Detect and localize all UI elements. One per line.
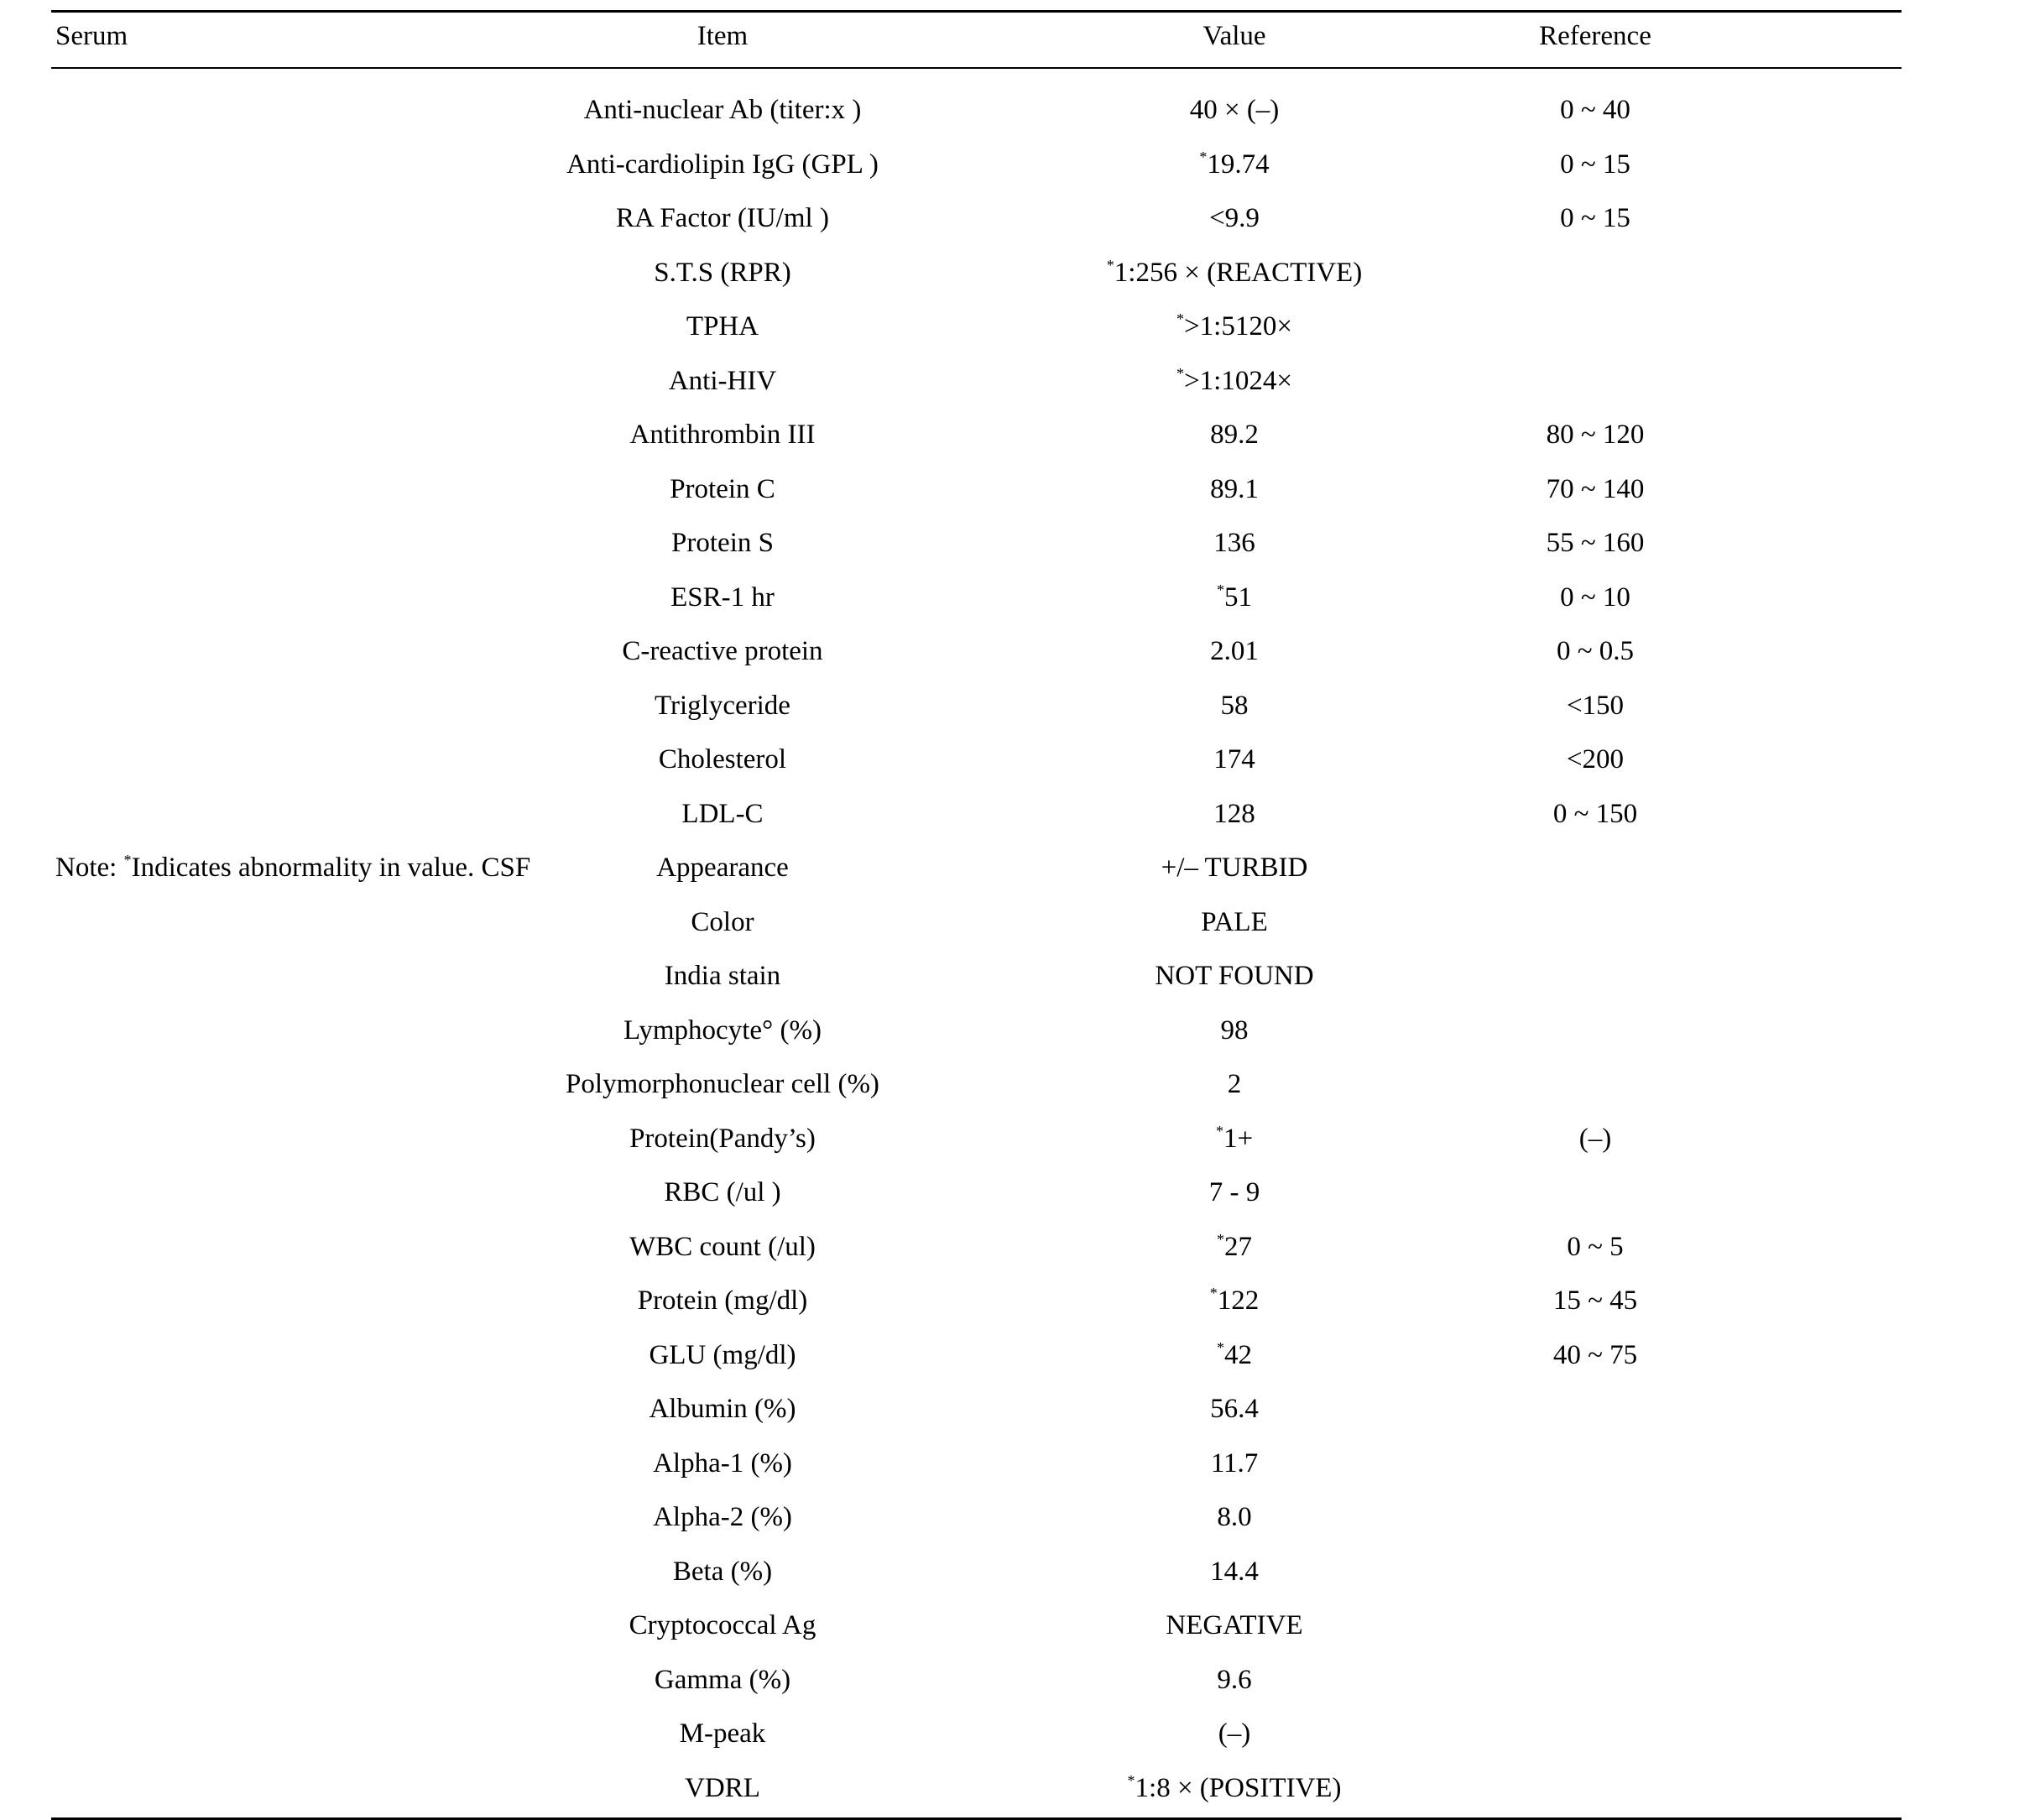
cell-item: GLU (mg/dl) <box>649 1339 796 1370</box>
table-row <box>51 581 1902 614</box>
cell-value-text: 56.4 <box>1210 1394 1259 1424</box>
cell-item: Anti-HIV <box>668 365 777 396</box>
cell-value-text: 1+ <box>1223 1123 1254 1154</box>
cell-item: WBC count (/ul) <box>629 1231 816 1262</box>
cell-value-text: 122 <box>1217 1285 1260 1316</box>
table-row <box>51 201 1902 235</box>
cell-value-text: 9.6 <box>1217 1664 1252 1695</box>
cell-value <box>999 1014 1469 1047</box>
cell-value-text: 1:8 × (POSITIVE) <box>1135 1772 1342 1803</box>
note-prefix: Note: <box>55 853 124 883</box>
cell-item: Cholesterol <box>658 744 787 774</box>
cell-value <box>999 689 1469 722</box>
cell-value <box>999 1338 1469 1372</box>
cell-item: Alpha-2 (%) <box>653 1502 792 1532</box>
cell-value-text: 40 × (–) <box>1189 95 1280 125</box>
cell-value <box>999 148 1469 181</box>
cell-reference: 0 ~ 5 <box>1567 1231 1624 1262</box>
abnormal-marker: * <box>1176 310 1185 327</box>
cell-reference: 0 ~ 15 <box>1560 203 1630 233</box>
table-row <box>51 1447 1902 1480</box>
abnormal-marker: * <box>1215 1122 1223 1139</box>
cell-value-text: (–) <box>1218 1718 1251 1749</box>
abnormal-marker: * <box>1176 364 1185 382</box>
cell-reference: (–) <box>1578 1123 1612 1154</box>
abnormal-marker: * <box>1127 1771 1135 1789</box>
cell-value <box>999 1392 1469 1426</box>
table-header-row <box>51 19 1902 53</box>
table-row <box>51 418 1902 451</box>
cell-value <box>999 310 1469 343</box>
cell-value <box>999 1500 1469 1534</box>
cell-item: S.T.S (RPR) <box>654 257 791 288</box>
cell-item: Antithrombin III <box>629 420 816 450</box>
cell-value-text: 8.0 <box>1217 1502 1252 1532</box>
cell-reference: 80 ~ 120 <box>1546 420 1645 450</box>
cell-reference: 0 ~ 150 <box>1552 798 1638 829</box>
cell-value-text: 27 <box>1224 1231 1252 1262</box>
table-row <box>51 1176 1902 1209</box>
cell-value <box>999 1447 1469 1480</box>
header-value: Value <box>1203 21 1266 51</box>
cell-item: M-peak <box>679 1718 766 1749</box>
cell-value-text: >1:1024× <box>1184 365 1292 396</box>
cell-reference: 40 ~ 75 <box>1552 1339 1638 1370</box>
cell-value-text: 2.01 <box>1210 636 1259 666</box>
table-row <box>51 1284 1902 1317</box>
cell-value <box>999 1663 1469 1697</box>
abnormal-marker: * <box>1106 256 1114 274</box>
cell-item: Lymphocyte° (%) <box>623 1014 822 1046</box>
cell-value-text: PALE <box>1201 906 1268 937</box>
cell-item: RA Factor (IU/ml ) <box>616 203 829 233</box>
cell-item: Protein(Pandy’s) <box>629 1123 816 1154</box>
cell-reference: 55 ~ 160 <box>1546 528 1645 558</box>
cell-value <box>999 256 1469 289</box>
table-row <box>51 905 1902 939</box>
cell-value <box>999 526 1469 560</box>
cell-item: Albumin (%) <box>649 1394 796 1424</box>
cell-value <box>999 472 1469 506</box>
cell-item: Appearance <box>656 853 789 883</box>
cell-value <box>999 1230 1469 1264</box>
cell-item: ESR-1 hr <box>670 581 775 613</box>
table-row <box>51 256 1902 289</box>
table-row <box>51 1014 1902 1047</box>
cell-reference: 0 ~ 15 <box>1560 149 1630 180</box>
table-row <box>51 689 1902 722</box>
cell-value <box>999 1067 1469 1101</box>
cell-item: Triglyceride <box>655 690 790 721</box>
table-header-rule <box>51 67 1902 69</box>
cell-item: Protein S <box>671 528 774 558</box>
cell-value <box>999 905 1469 939</box>
cell-value-text: 19.74 <box>1207 149 1270 180</box>
cell-value-text: 98 <box>1220 1014 1249 1046</box>
cell-value-text: 7 - 9 <box>1208 1177 1260 1207</box>
table-row <box>51 1771 1902 1805</box>
cell-item: Color <box>691 906 754 937</box>
cell-value <box>999 1717 1469 1750</box>
cell-value <box>999 93 1469 127</box>
header-reference: Reference <box>1539 21 1651 51</box>
abnormal-marker: * <box>1199 148 1208 165</box>
cell-item: VDRL <box>685 1772 760 1803</box>
cell-reference: 70 ~ 140 <box>1546 473 1645 504</box>
abnormal-marker: * <box>1217 1230 1224 1248</box>
table-row <box>51 634 1902 668</box>
cell-reference: 0 ~ 0.5 <box>1556 636 1635 666</box>
cell-item: Protein (mg/dl) <box>637 1285 808 1316</box>
cell-value-text: 51 <box>1224 581 1252 613</box>
table-row <box>51 1067 1902 1101</box>
table-row <box>51 1555 1902 1588</box>
header-item: Item <box>696 21 749 51</box>
cell-item: Beta (%) <box>672 1556 773 1587</box>
table-row <box>51 364 1902 398</box>
cell-value <box>999 743 1469 776</box>
cell-item: India stain <box>664 961 781 991</box>
cell-item: Polymorphonuclear cell (%) <box>566 1069 879 1099</box>
cell-value-text: 1:256 × (REACTIVE) <box>1114 257 1363 288</box>
cell-value <box>999 581 1469 614</box>
table-row <box>51 959 1902 993</box>
cell-value-text: <9.9 <box>1209 203 1260 233</box>
cell-value-text: 89.2 <box>1210 420 1259 450</box>
table-row <box>51 472 1902 506</box>
cell-value-text: 89.1 <box>1210 473 1259 504</box>
cell-value-text: 128 <box>1213 798 1255 829</box>
abnormal-marker: * <box>1217 1338 1224 1356</box>
cell-value-text: 14.4 <box>1210 1556 1259 1587</box>
cell-item: Anti-nuclear Ab (titer:x ) <box>583 95 862 125</box>
cell-reference: <150 <box>1566 690 1625 721</box>
cell-reference: 15 ~ 45 <box>1552 1285 1638 1316</box>
cell-value <box>999 851 1469 884</box>
cell-value <box>999 418 1469 451</box>
cell-item: RBC (/ul ) <box>664 1177 781 1207</box>
cell-value <box>999 1122 1469 1155</box>
table-row <box>51 1500 1902 1534</box>
cell-item: Anti-cardiolipin IgG (GPL ) <box>566 149 879 180</box>
table-row <box>51 148 1902 181</box>
cell-reference: 0 ~ 40 <box>1560 95 1630 125</box>
cell-value-text: 2 <box>1227 1069 1242 1099</box>
cell-reference: <200 <box>1566 744 1625 774</box>
cell-value <box>999 1284 1469 1317</box>
cell-item: Cryptococcal Ag <box>629 1610 816 1640</box>
cell-item: C-reactive protein <box>622 636 823 666</box>
cell-value <box>999 1771 1469 1805</box>
table-row <box>51 1392 1902 1426</box>
cell-value-text: >1:5120× <box>1184 311 1292 342</box>
table-row <box>51 1717 1902 1750</box>
cell-value <box>999 1555 1469 1588</box>
cell-value <box>999 201 1469 235</box>
cell-reference: 0 ~ 10 <box>1560 581 1630 613</box>
cell-value-text: 11.7 <box>1210 1447 1259 1478</box>
table-row <box>51 851 1902 884</box>
table-row <box>51 310 1902 343</box>
cell-value <box>999 1176 1469 1209</box>
cell-item: Gamma (%) <box>654 1664 791 1695</box>
table-row <box>51 526 1902 560</box>
table-row <box>51 93 1902 127</box>
table-row <box>51 1338 1902 1372</box>
cell-item: Protein C <box>670 473 775 504</box>
cell-value-text: 174 <box>1213 744 1255 774</box>
table-row <box>51 1230 1902 1264</box>
cell-value-text: +/– TURBID <box>1161 853 1308 883</box>
header-group: Serum <box>55 21 128 51</box>
table-row <box>51 797 1902 831</box>
note-text: Indicates abnormality in value. CSF <box>131 853 531 883</box>
table-row <box>51 1122 1902 1155</box>
cell-value-text: 58 <box>1220 690 1249 721</box>
cell-value <box>999 1609 1469 1642</box>
abnormal-marker: * <box>1209 1285 1218 1301</box>
table-row <box>51 1609 1902 1642</box>
table-top-rule <box>51 10 1902 13</box>
cell-value <box>999 797 1469 831</box>
abnormal-marker: * <box>1217 581 1224 598</box>
table-row <box>51 1663 1902 1697</box>
cell-item: TPHA <box>686 311 759 342</box>
cell-value-text: NOT FOUND <box>1155 961 1314 991</box>
table-row <box>51 743 1902 776</box>
cell-value <box>999 959 1469 993</box>
cell-value <box>999 364 1469 398</box>
cell-value <box>999 634 1469 668</box>
abnormal-marker: * <box>123 852 132 868</box>
cell-item: Alpha-1 (%) <box>653 1447 792 1478</box>
cell-value-text: 42 <box>1224 1339 1252 1370</box>
cell-value-text: NEGATIVE <box>1166 1610 1303 1640</box>
cell-item: LDL-C <box>681 798 764 829</box>
cell-value-text: 136 <box>1213 528 1255 558</box>
